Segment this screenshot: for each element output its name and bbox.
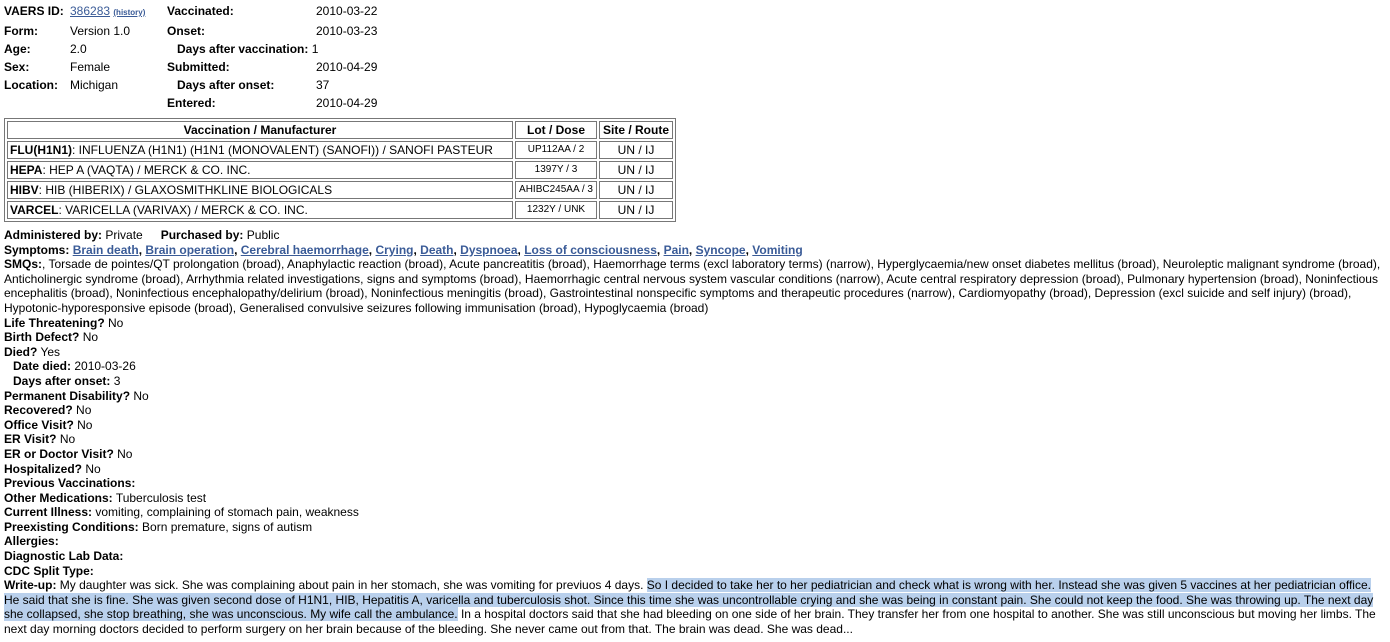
current-illness-value: vomiting, complaining of stomach pain, weakness xyxy=(95,505,359,520)
hospitalized-value: No xyxy=(85,461,101,476)
symptom-link[interactable]: Loss of consciousness xyxy=(524,242,657,257)
preexisting-conditions-label: Preexisting Conditions: xyxy=(4,519,139,534)
symptom-link[interactable]: Brain operation xyxy=(145,242,235,257)
site-route: UN / IJ xyxy=(599,201,673,219)
days-after-onset-label: Days after onset: xyxy=(177,77,275,92)
days-after-onset-value: 37 xyxy=(316,77,330,92)
date-died-label: Date died: xyxy=(13,359,72,374)
days-after-onset-label: Days after onset: xyxy=(13,373,111,388)
site-route: UN / IJ xyxy=(599,141,673,159)
lot-dose: UP112AA / 2 xyxy=(515,141,597,159)
symptom-link[interactable]: Pain xyxy=(663,242,689,257)
died-label: Died? xyxy=(4,344,38,359)
symptom-link[interactable]: Brain death xyxy=(72,242,139,257)
sex-value: Female xyxy=(70,59,111,74)
smqs-row xyxy=(4,257,1388,315)
symptom-link[interactable]: Crying xyxy=(375,242,414,257)
vaccine-code: FLU(H1N1) xyxy=(10,143,72,157)
location-label: Location: xyxy=(4,77,58,92)
vaers-id-label: VAERS ID: xyxy=(4,4,64,18)
table-row xyxy=(7,181,673,199)
vaccine-code: VARCEL xyxy=(10,203,59,217)
vaccine-code: HIBV xyxy=(10,183,39,197)
table-row xyxy=(7,141,673,159)
days-after-onset-value: 3 xyxy=(113,373,121,388)
symptom-link[interactable]: Syncope xyxy=(695,242,746,257)
site-route: UN / IJ xyxy=(599,161,673,179)
lot-dose: 1232Y / UNK xyxy=(515,201,597,219)
other-medications-label: Other Medications: xyxy=(4,490,113,505)
smqs-label: SMQs: xyxy=(4,257,43,272)
previous-vaccinations-label: Previous Vaccinations: xyxy=(4,476,136,491)
writeup-selected-text[interactable]: So I decided to take her to her pediatrician and check what is wrong with her. Instead she was given 5 vaccines at her pediatrician office. He said that she is fine. She was given second dose of H1N1, HIB, Hepatitis A, varicella and tuberculosis shot. Since this time she was uncontrollable crying and she was being in constant pain. She could not keep the food. She was throwing up. The next day she collapsed, she stop breathing, she was unconscious. My wife call the ambulance. xyxy=(4,578,1374,622)
entered-value: 2010-04-29 xyxy=(316,95,378,110)
vaccine-code: HEPA xyxy=(10,163,43,177)
cdc-split-label: CDC Split Type: xyxy=(4,563,94,578)
vaccinated-label: Vaccinated: xyxy=(167,4,234,18)
column-header-vaccination: Vaccination / Manufacturer xyxy=(7,121,513,139)
writeup-text: My daughter was sick. She was complaining about pain in her stomach, she was vomiting for previuos 4 days. xyxy=(59,578,644,593)
column-header-site-route: Site / Route xyxy=(599,121,673,139)
days-after-vax-value: 1 xyxy=(311,41,319,56)
life-threatening-value: No xyxy=(108,315,124,330)
diagnostic-lab-label: Diagnostic Lab Data: xyxy=(4,549,124,564)
location-value: Michigan xyxy=(70,77,119,92)
age-label: Age: xyxy=(4,41,31,56)
lot-dose: 1397Y / 3 xyxy=(515,161,597,179)
other-medications-value: Tuberculosis test xyxy=(115,490,207,505)
report-details xyxy=(4,228,1388,637)
writeup-row xyxy=(4,578,1388,636)
symptom-link[interactable]: Death xyxy=(420,242,454,257)
vaccination-table xyxy=(4,118,676,222)
current-illness-label: Current Illness: xyxy=(4,505,93,520)
recovered-value: No xyxy=(76,403,92,418)
writeup-label: Write-up: xyxy=(4,578,57,593)
vaccine-description: : HEP A (VAQTA) / MERCK & CO. INC. xyxy=(42,163,251,177)
birth-defect-label: Birth Defect? xyxy=(4,330,80,345)
writeup-text-continued: In a hospital doctors said that she had bleeding on one side of her brain. They transfer her from one hospital to another. She was still unconscious but moving her limbs. The next day morning doctors decided to perform surgery on her brain because of the bleeding. She never came out from that. The brain was dead. She was dead... xyxy=(4,607,1376,637)
hospitalized-label: Hospitalized? xyxy=(4,461,83,476)
submitted-value: 2010-04-29 xyxy=(316,59,378,74)
life-threatening-label: Life Threatening? xyxy=(4,315,105,330)
age-value: 2.0 xyxy=(70,41,87,56)
permanent-disability-label: Permanent Disability? xyxy=(4,388,131,403)
entered-label: Entered: xyxy=(167,95,216,110)
date-died-value: 2010-03-26 xyxy=(74,359,136,374)
table-row xyxy=(7,161,673,179)
administered-row xyxy=(4,228,1388,243)
symptom-link[interactable]: Cerebral haemorrhage xyxy=(240,242,369,257)
history-link[interactable]: (history) xyxy=(113,8,146,17)
recovered-label: Recovered? xyxy=(4,403,73,418)
table-row xyxy=(7,201,673,219)
er-doctor-label: ER or Doctor Visit? xyxy=(4,446,114,461)
onset-label: Onset: xyxy=(167,23,206,38)
birth-defect-value: No xyxy=(82,330,99,345)
smqs-value: , Torsade de pointes/QT prolongation (broad), Anaphylactic reaction (broad), Acute pancreatitis (broad), Haemorrhage terms (excl laboratory terms) (narrow), Hyperglycaemia/new onset diabetes mellitus (broad), Neuroleptic malignant syndrome (broad), Anticholinergic syndrome (broad), Arrhythmia related investigations, signs and symptoms (broad), Haemorrhagic central nervous system vascular conditions (narrow), Acute central respiratory depression (broad), Pulmonary hypertension (broad), Noninfectious encephalitis (broad), Noninfectious encephalopathy/delirium (broad), Noninfectious meningitis (broad), Gastrointestinal nonspecific symptoms and therapeutic procedures (narrow), Cardiomyopathy (broad), Depression (excl suicide and self injury) (broad), Hypotonic-hyporesponsive episode (broad), Generalised convulsive seizures following immunisation (broad), Hypoglycaemia (broad) xyxy=(4,257,1381,315)
form-value: Version 1.0 xyxy=(70,23,131,38)
vaccine-description: : VARICELLA (VARIVAX) / MERCK & CO. INC. xyxy=(58,203,308,217)
onset-value: 2010-03-23 xyxy=(316,23,378,38)
symptom-link[interactable]: Vomiting xyxy=(752,242,803,257)
office-visit-label: Office Visit? xyxy=(4,417,74,432)
vaers-id-link[interactable]: 386283 xyxy=(70,4,111,18)
column-header-lot-dose: Lot / Dose xyxy=(515,121,597,139)
symptom-link[interactable]: Dyspnoea xyxy=(460,242,518,257)
sex-label: Sex: xyxy=(4,59,30,74)
er-doctor-value: No xyxy=(117,446,133,461)
vaccinated-value: 2010-03-22 xyxy=(316,4,378,18)
report-header xyxy=(4,4,377,114)
administered-value: Private xyxy=(105,228,143,242)
office-visit-value: No xyxy=(77,417,93,432)
preexisting-conditions-value: Born premature, signs of autism xyxy=(142,519,313,534)
administered-label: Administered by: xyxy=(4,228,103,242)
form-label: Form: xyxy=(4,23,38,38)
site-route: UN / IJ xyxy=(599,181,673,199)
vaccine-description: : HIB (HIBERIX) / GLAXOSMITHKLINE BIOLOGICALS xyxy=(38,183,333,197)
submitted-label: Submitted: xyxy=(167,59,230,74)
symptoms-label: Symptoms: xyxy=(4,242,70,257)
lot-dose: AHIBC245AA / 3 xyxy=(515,181,597,199)
er-visit-value: No xyxy=(59,432,76,447)
purchased-value: Public xyxy=(246,228,280,242)
er-visit-label: ER Visit? xyxy=(4,432,57,447)
purchased-label: Purchased by: xyxy=(160,228,244,242)
allergies-label: Allergies: xyxy=(4,534,59,549)
symptoms-row: Symptoms: Brain death, Brain operation, Cerebral haemorrhage, Crying, Death, Dyspnoea, Loss of consciousness, Pain, Syncope, Vomiting xyxy=(4,242,803,257)
permanent-disability-value: No xyxy=(133,388,149,403)
days-after-vax-label: Days after vaccination: xyxy=(177,41,309,56)
vaccine-description: : INFLUENZA (H1N1) (H1N1 (MONOVALENT) (SANOFI)) / SANOFI PASTEUR xyxy=(72,143,493,157)
died-value: Yes xyxy=(40,344,61,359)
